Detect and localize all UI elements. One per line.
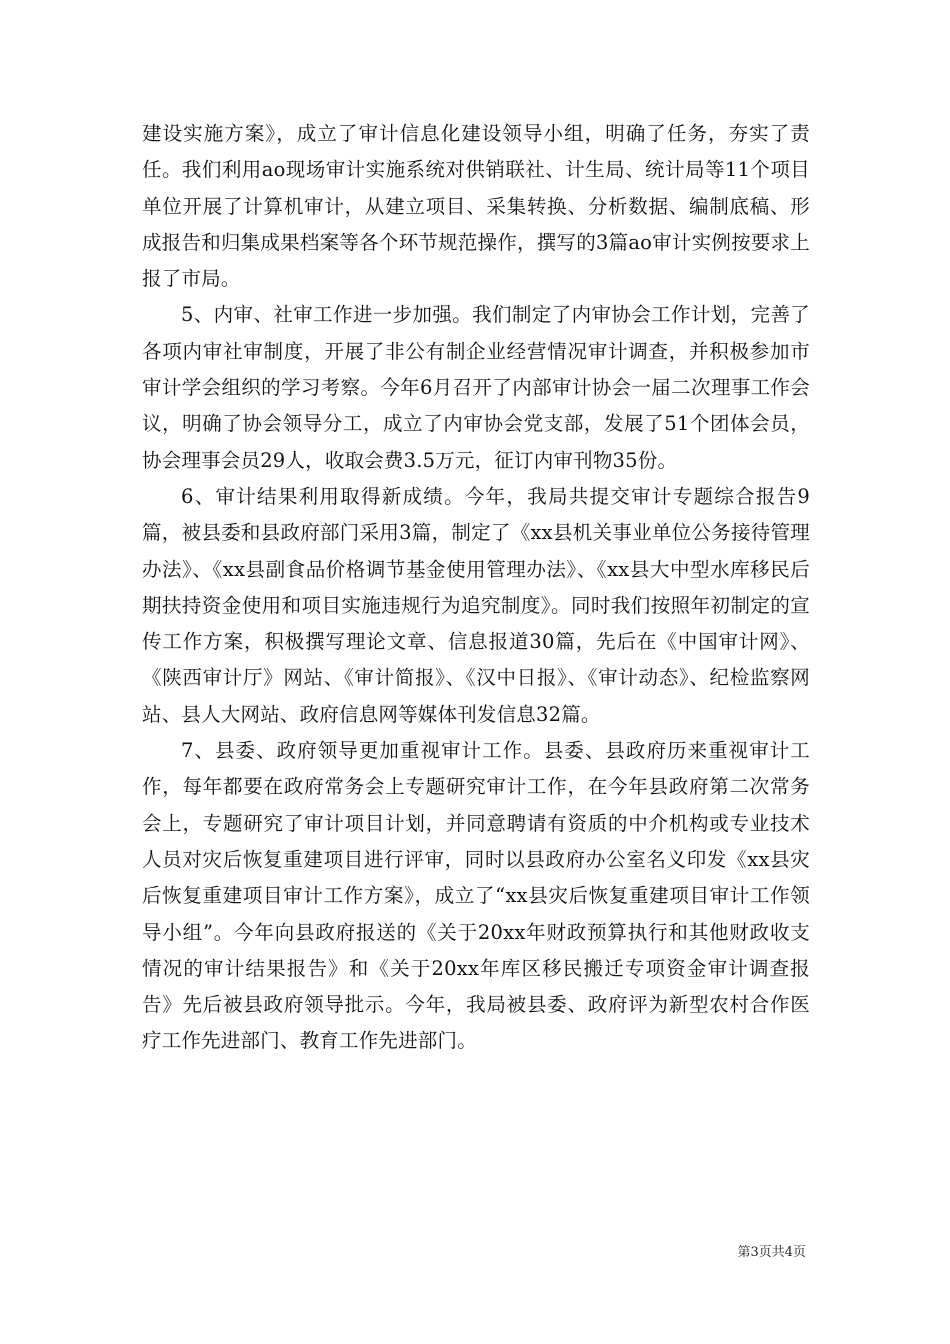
paragraph-5-internal-audit: 5、内审、社审工作进一步加强。我们制定了内审协会工作计划，完善了各项内审社审制度，开展了非公有制企业经营情况审计调查，并积极参加市审计学会组织的学习考察。今年6月召开了内部审计协会一届二次理事工作会议，明确了协会领导分工，成立了内审协会党支部，发展了51个团体会员，协会理事会员29人，收取会费3.5万元，征订内审刊物35份。 — [142, 303, 810, 472]
page-number-footer: 第3页共4页 — [737, 1245, 806, 1260]
paragraph-continued: 建设实施方案》，成立了审计信息化建设领导小组，明确了任务，夯实了责任。我们利用ao现场审计实施系统对供销联社、计生局、统计局等11个项目单位开展了计算机审计，从建立项目、采集转换、分析数据、编制底稿、形成报告和归集成果档案等各个环节规范操作，撰写的3篇ao审计实例按要求上报了市局。 — [142, 122, 810, 291]
document-body — [142, 116, 810, 1060]
paragraph-7-leadership: 7、县委、政府领导更加重视审计工作。县委、县政府历来重视审计工作，每年都要在政府常务会上专题研究审计工作，在今年县政府第二次常务会上，专题研究了审计项目计划，并同意聘请有资质的中介机构或专业技术人员对灾后恢复重建项目进行评审，同时以县政府办公室名义印发《xx县灾后恢复重建项目审计工作方案》，成立了“xx县灾后恢复重建项目审计工作领导小组”。今年向县政府报送的《关于20xx年财政预算执行和其他财政收支情况的审计结果报告》和《关于20xx年库区移民搬迁专项资金审计调查报告》先后被县政府领导批示。今年，我局被县委、政府评为新型农村合作医疗工作先进部门、教育工作先进部门。 — [142, 739, 810, 1053]
paragraph-6-audit-results: 6、审计结果利用取得新成绩。今年，我局共提交审计专题综合报告9篇，被县委和县政府部门采用3篇，制定了《xx县机关事业单位公务接待管理办法》、《xx县副食品价格调节基金使用管理办法》、《xx县大中型水库移民后期扶持资金使用和项目实施违规行为追究制度》。同时我们按照年初制定的宣传工作方案，积极撰写理论文章、信息报道30篇，先后在《中国审计网》、《陕西审计厅》网站、《审计简报》、《汉中日报》、《审计动态》、纪检监察网站、县人大网站、政府信息网等媒体刊发信息32篇。 — [142, 484, 810, 726]
